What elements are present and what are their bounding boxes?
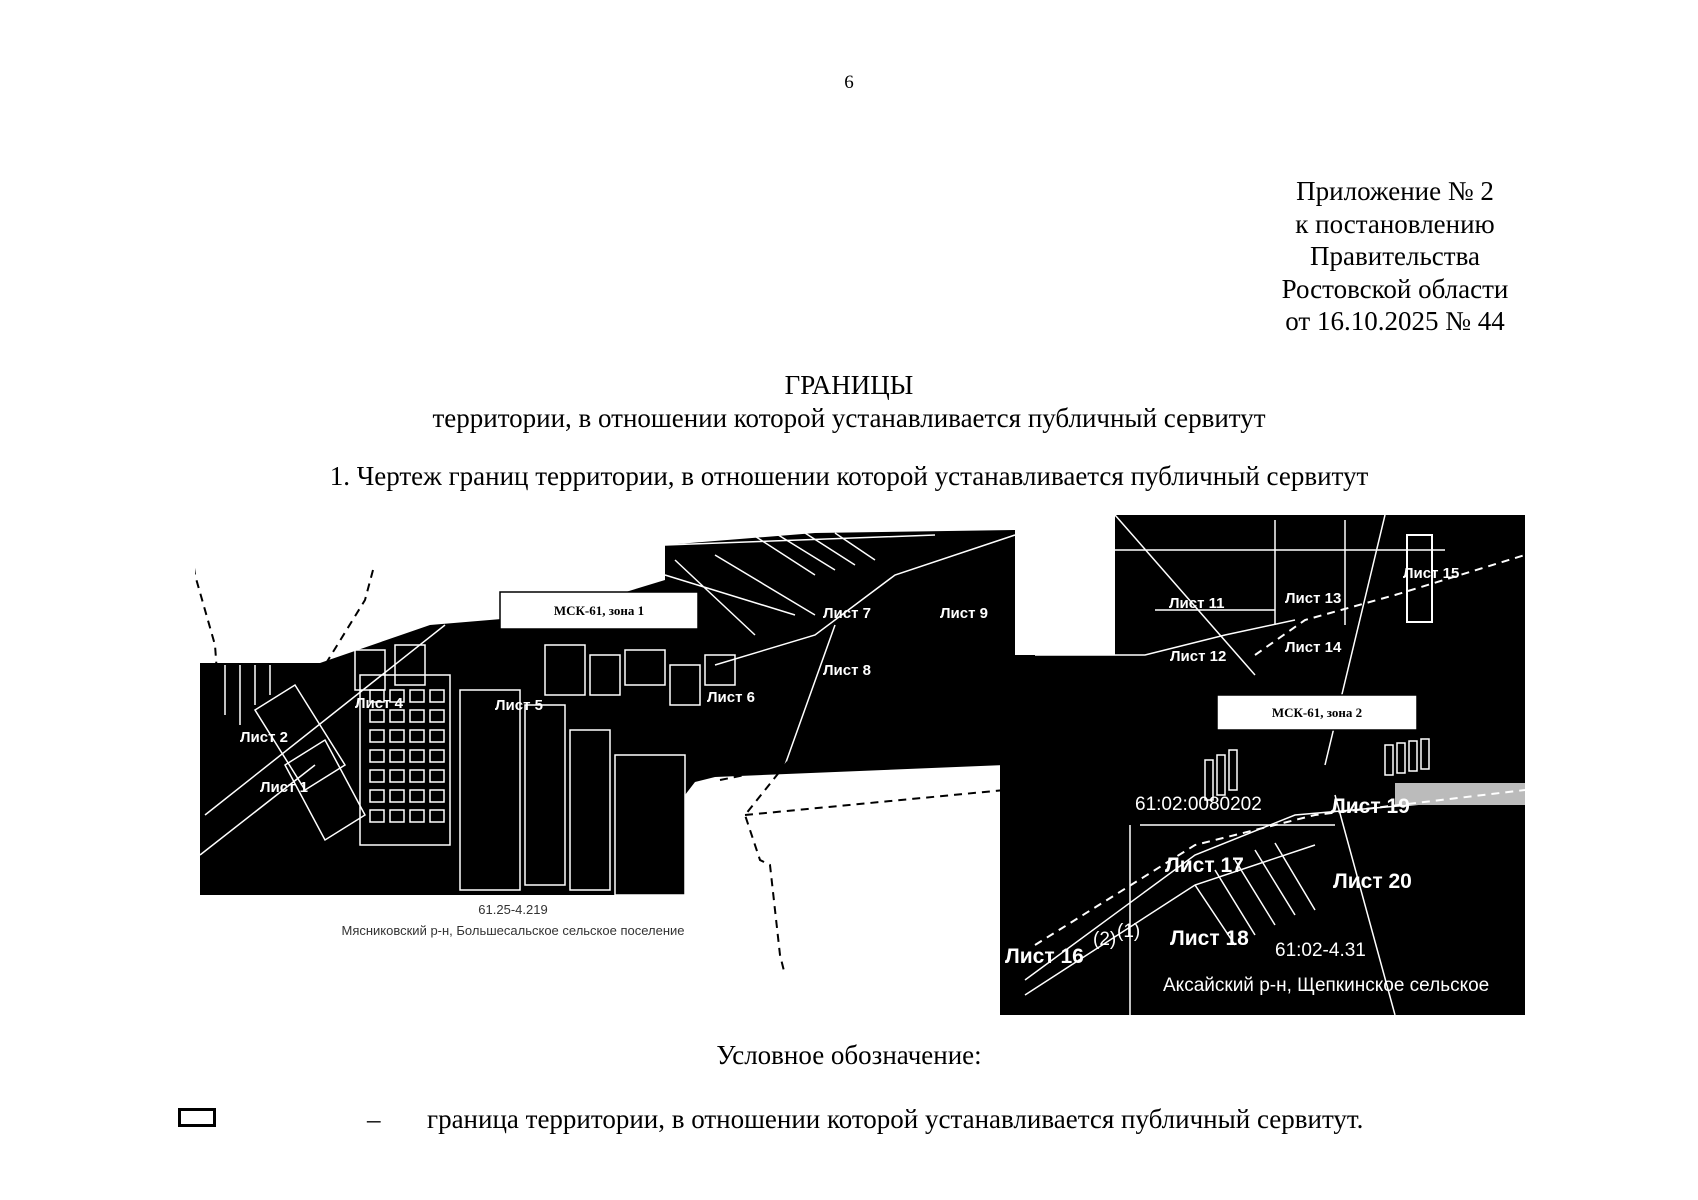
cadastral-right-area: Аксайский р-н, Щепкинское сельское [1163, 975, 1490, 996]
appendix-block [1240, 175, 1550, 338]
sheet-label: Лист 2 [240, 729, 288, 746]
sheet-label: Лист 6 [707, 689, 755, 706]
zone1-label: МСК-61, зона 1 [553, 603, 645, 618]
sheet-label: Лист 11 [1169, 595, 1225, 612]
appendix-line: к постановлению [1295, 208, 1495, 239]
legend-boundary-symbol [178, 1108, 216, 1127]
sheet-label: Лист 18 [1170, 927, 1249, 950]
sheet-label: Лист 12 [1170, 648, 1227, 665]
hatched-strip [1395, 783, 1525, 805]
sheet-label: Лист 17 [1165, 854, 1244, 877]
appendix-line: Ростовской области [1281, 273, 1509, 304]
document-subtitle: территории, в отношении которой устанавливается публичный сервитут [432, 403, 1266, 433]
sheet-label: Лист 14 [1285, 639, 1342, 656]
appendix-line: Правительства [1310, 241, 1480, 271]
sheet-label: Лист 13 [1285, 590, 1342, 607]
cadastral-block-label: 61:02:0080202 [1135, 794, 1262, 815]
legend-description: граница территории, в отношении которой устанавливается публичный сервитут. [427, 1104, 1364, 1134]
sheet-label: Лист 8 [823, 662, 871, 679]
cadastral-left-code: 61.25-4.219 [478, 902, 548, 917]
page-number: 6 [844, 72, 854, 93]
sheet-label: Лист 20 [1333, 870, 1412, 893]
section-heading: 1. Чертеж границ территории, в отношении которой устанавливается публичный сервитут [329, 461, 1369, 491]
sheet-label: Лист 1 [260, 779, 308, 796]
sheet-label: Лист 10 [1055, 595, 1112, 612]
point-marker: (1) [1117, 921, 1141, 942]
appendix-line: Приложение № 2 [1296, 176, 1494, 206]
zone2-label: МСК-61, зона 2 [1271, 705, 1363, 720]
sheet-label: Лист 16 [1005, 945, 1084, 968]
sheet-label: Лист 4 [355, 695, 403, 712]
document-title: ГРАНИЦЫ [784, 370, 914, 400]
point-marker: (2) [1093, 929, 1117, 950]
sheet-label: Лист 7 [823, 605, 871, 622]
legend-title: Условное обозначение: [716, 1040, 982, 1070]
appendix-line: от 16.10.2025 № 44 [1285, 306, 1505, 336]
legend-dash: – [367, 1104, 381, 1134]
cadastral-right-code: 61:02-4.31 [1275, 940, 1366, 961]
sheet-label: Лист 15 [1403, 565, 1460, 582]
sheet-label: Лист 5 [495, 697, 543, 714]
sheet-label: Лист 9 [940, 605, 988, 622]
cadastral-left-area: Мясниковский р-н, Большесальское сельское поселение [341, 923, 685, 938]
boundary-map [195, 515, 1525, 1015]
sheet-label: Лист 19 [1331, 795, 1410, 818]
